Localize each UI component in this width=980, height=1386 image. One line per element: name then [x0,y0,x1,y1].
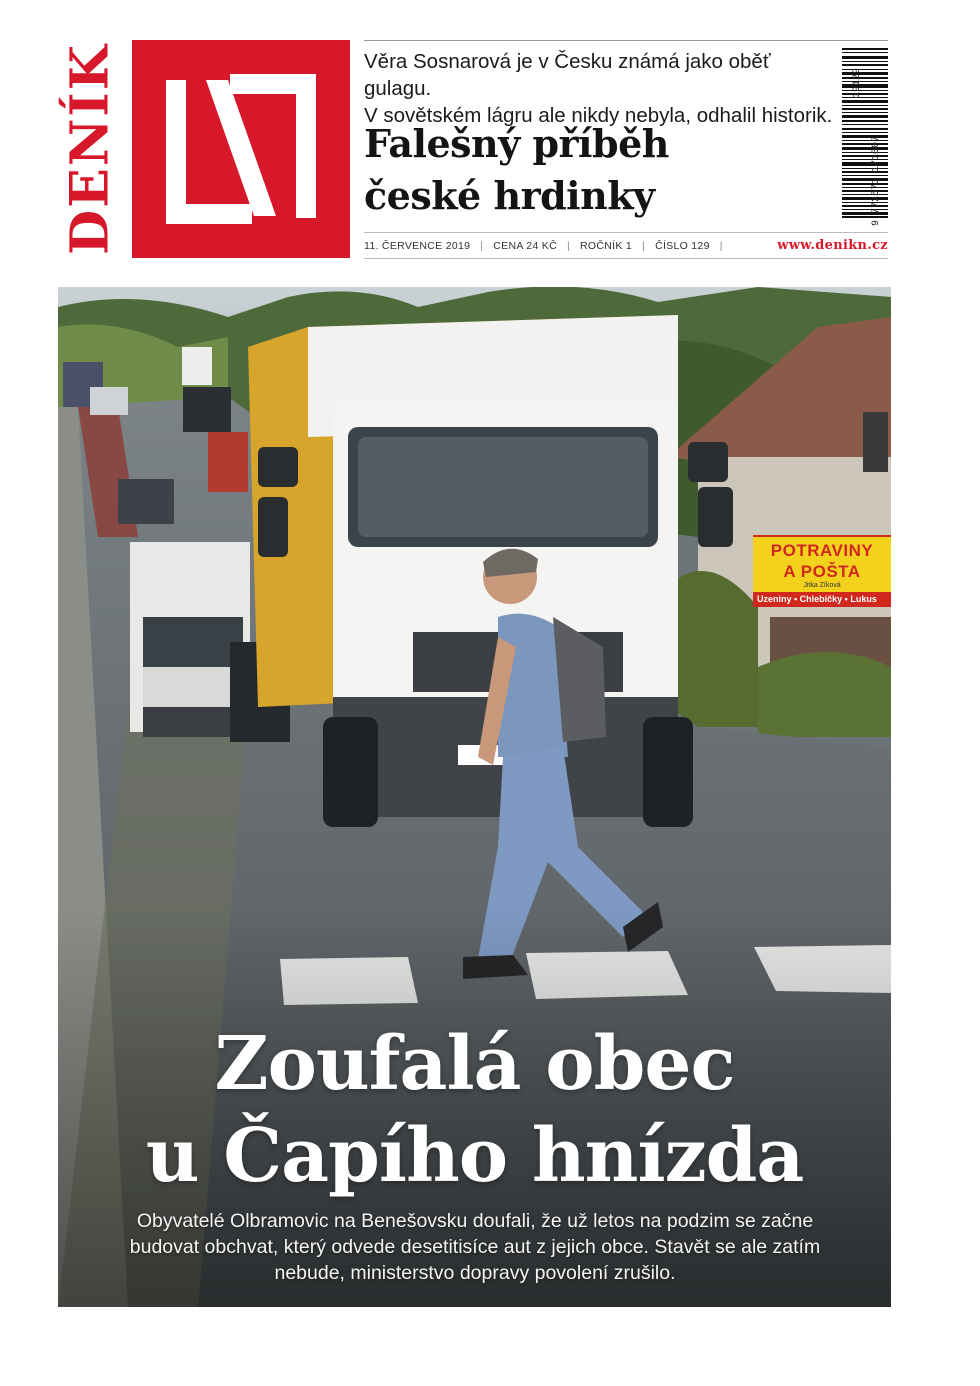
logo-n-icon [132,40,350,258]
shop-sign [753,535,891,607]
teaser-line-1: Věra Sosnarová je v Česku známá jako oběť gulagu. [364,50,771,100]
issue-info [364,240,888,254]
separator: | [642,240,646,252]
issue-price: CENA 24 KČ [493,240,557,252]
info-rule-top [364,232,888,233]
info-rule-bottom [364,258,888,259]
separator: | [567,240,571,252]
shop-sign-owner: Jitka Zíková [803,582,841,589]
barcode-code: 19129 [852,67,863,98]
cover-headline-line-2: u Čapího hnízda [145,1113,804,1199]
cover-headline-line-1: Zoufalá obec [214,1021,735,1107]
teaser-line-2: V sovětském lágru ale nikdy nebyla, odhalil historik. [364,104,833,127]
shop-sign-strip: Uzeniny • Chlebíčky • Lukus [753,592,891,607]
separator: | [480,240,484,252]
shop-sign-line-2: A POŠTA [783,562,861,581]
teaser-title[interactable] [364,118,834,222]
issue-number: ČÍSLO 129 [655,240,710,252]
teaser-title-line-1: Falešný příběh [364,121,669,166]
shop-sign-line-1: POTRAVINY [770,541,874,560]
website-link[interactable]: www.denikn.cz [777,238,888,253]
issue-volume: ROČNÍK 1 [580,240,633,252]
separator: | [719,240,723,252]
barcode-digits: 9 772571 171007 [871,135,882,226]
cover-lede: Obyvatelé Olbramovic na Benešovsku doufali, že už letos na podzim se začne budovat obchvat, který odvede desetitisíce aut z jejich obce. Stavět se ale zatím nebude, ministerstvo dopravy povolení zrušilo. [129,1210,821,1284]
cover-headline[interactable] [58,1018,891,1202]
issue-date: 11. ČERVENCE 2019 [364,240,471,252]
top-rule [364,40,888,41]
brand-wordmark [58,40,122,258]
teaser-text[interactable] [364,48,834,129]
logo[interactable] [132,40,350,258]
brand-word: DENÍK [59,43,121,255]
teaser-title-line-2: české hrdinky [364,173,655,218]
